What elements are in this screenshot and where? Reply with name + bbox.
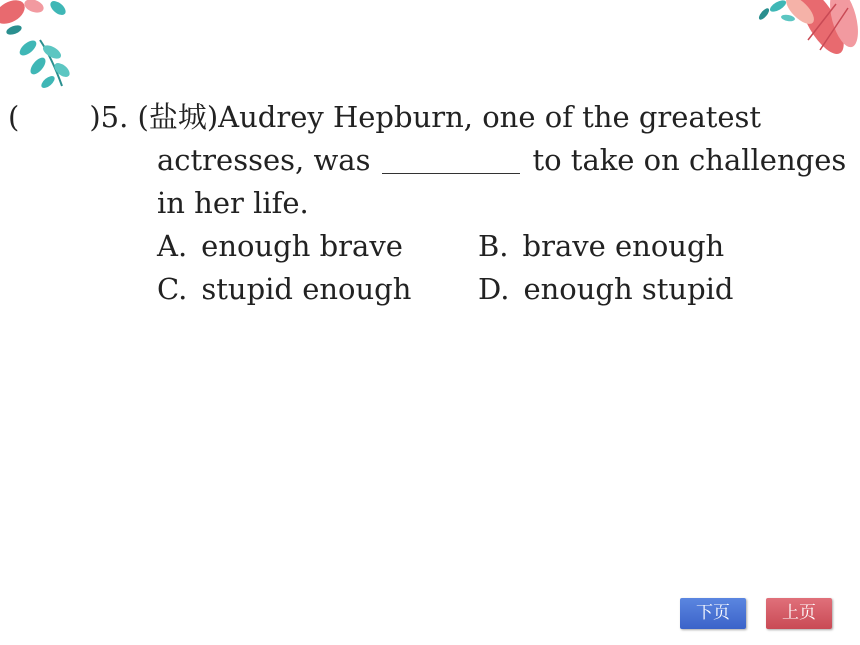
option-a[interactable] xyxy=(157,225,403,268)
question-line-1 xyxy=(8,96,761,139)
option-b-text: brave enough xyxy=(522,229,725,263)
question-text-line-1: Audrey Hepburn, one of the greatest xyxy=(218,100,762,134)
option-d-letter: D. xyxy=(478,272,510,306)
fill-in-blank xyxy=(382,143,520,174)
question-number: )5. xyxy=(89,100,129,134)
option-a-text: enough brave xyxy=(201,229,403,263)
question-line-3: in her life. xyxy=(157,186,309,220)
option-c-text: stupid enough xyxy=(201,272,412,306)
option-b-letter: B. xyxy=(478,229,509,263)
floral-corner-decoration-left xyxy=(0,0,110,100)
answer-paren-open: ( xyxy=(8,100,20,134)
floral-corner-decoration-right xyxy=(720,0,860,75)
previous-page-button[interactable]: 上页 xyxy=(766,598,832,629)
option-d-text: enough stupid xyxy=(523,272,734,306)
question-text-line-2-after: to take on challenges xyxy=(532,143,847,177)
option-c[interactable] xyxy=(157,268,411,311)
question-text-line-2-before: actresses, was xyxy=(157,143,371,177)
option-d[interactable] xyxy=(478,268,734,311)
option-b[interactable] xyxy=(478,225,724,268)
question-source: (盐城) xyxy=(137,100,219,134)
next-page-button[interactable]: 下页 xyxy=(680,598,746,629)
option-a-letter: A. xyxy=(157,229,188,263)
question-line-2 xyxy=(157,139,846,182)
option-c-letter: C. xyxy=(157,272,188,306)
